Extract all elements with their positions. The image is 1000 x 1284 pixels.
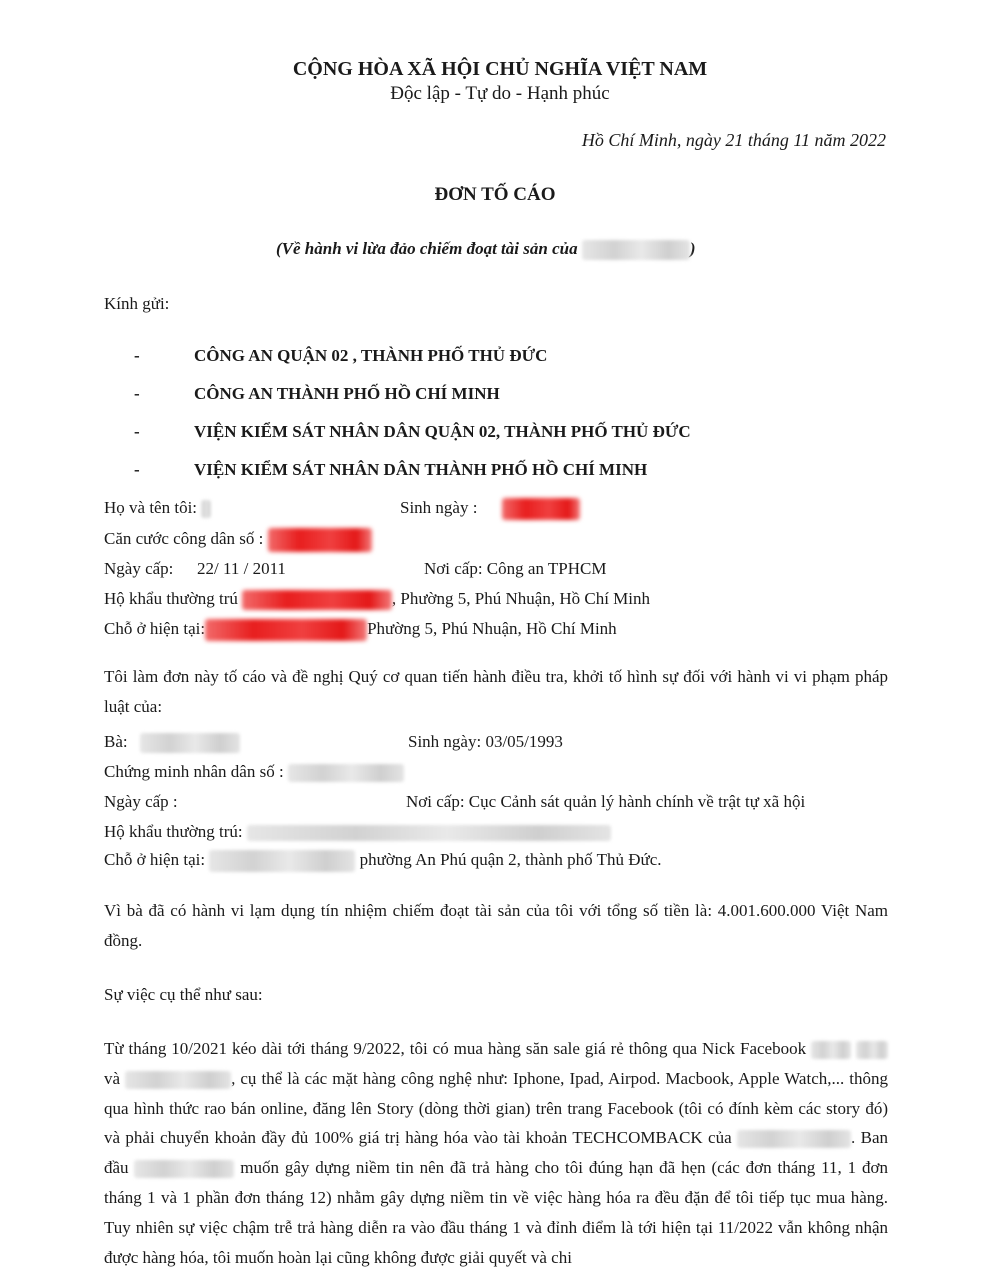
complainant-name-row bbox=[104, 498, 211, 518]
redacted-name bbox=[125, 1071, 231, 1089]
motto: Độc lập - Tự do - Hạnh phúc bbox=[390, 83, 610, 104]
subtitle-suffix: ) bbox=[689, 239, 696, 258]
complainant-issue-place: Nơi cấp: Công an TPHCM bbox=[424, 559, 607, 578]
complainant-permanent-row bbox=[104, 589, 650, 610]
redacted-address bbox=[205, 619, 367, 641]
complainant-current-suffix: Phường 5, Phú Nhuận, Hồ Chí Minh bbox=[367, 619, 617, 638]
facts-heading: Sự việc cụ thể như sau: bbox=[104, 985, 263, 1004]
accused-current-suffix: phường An Phú quận 2, thành phố Thủ Đức. bbox=[359, 850, 662, 869]
facts-paragraph bbox=[104, 1034, 888, 1272]
complainant-id-label: Căn cước công dân số : bbox=[104, 528, 264, 548]
document-subtitle bbox=[276, 239, 696, 260]
redacted-name bbox=[582, 240, 690, 260]
recipient-label: VIỆN KIỂM SÁT NHÂN DÂN QUẬN 02, THÀNH PHỐ THỦ ĐỨC bbox=[194, 422, 691, 441]
facts-text: . Ban đầu bbox=[104, 1128, 889, 1178]
complainant-permanent-suffix: , Phường 5, Phú Nhuận, Hồ Chí Minh bbox=[391, 589, 651, 608]
accused-current-label: Chỗ ở hiện tại: bbox=[104, 850, 206, 869]
redacted-address bbox=[247, 825, 611, 841]
accused-permanent-row bbox=[104, 822, 611, 842]
document-title: ĐƠN TỐ CÁO bbox=[434, 184, 556, 205]
list-dash: - bbox=[134, 422, 140, 441]
facts-text: Từ tháng 10/2021 kéo dài tới tháng 9/2022, tôi có mua hàng săn sale giá rẻ thông qua Nick Facebook bbox=[104, 1039, 807, 1058]
complainant-dob-label: Sinh ngày : bbox=[400, 498, 478, 517]
accused-issue-date-label: Ngày cấp : bbox=[104, 792, 178, 811]
complainant-id-row bbox=[104, 528, 372, 552]
recipient-item bbox=[134, 422, 691, 442]
redacted-dob bbox=[502, 498, 580, 520]
recipient-item bbox=[134, 384, 500, 404]
redacted-address bbox=[209, 850, 355, 872]
facts-text: , cụ thể là các mặt hàng công nghệ như: Iphone, Ipad, Airpod. Macbook, Apple Watch,... thông qua hình thức rao bán online, đăng lên Story (dòng thời gian) trên trang Facebook (tôi có đính kèm các story đó) và phải chuyển khoản đầy đủ 100% giá trị hàng hóa vào tài khoản TECHCOMBACK của bbox=[104, 1068, 889, 1148]
greeting: Kính gửi: bbox=[104, 294, 170, 313]
accused-issue-place: Nơi cấp: Cục Cảnh sát quản lý hành chính về trật tự xã hội bbox=[406, 792, 806, 811]
complainant-permanent-label: Hộ khẩu thường trú bbox=[104, 589, 238, 608]
recipient-label: VIỆN KIỂM SÁT NHÂN DÂN THÀNH PHỐ HỒ CHÍ MINH bbox=[194, 460, 648, 479]
nation-header: CỘNG HÒA XÃ HỘI CHỦ NGHĨA VIỆT NAM bbox=[292, 58, 708, 80]
redacted-name bbox=[134, 1160, 234, 1178]
redacted-name bbox=[201, 500, 211, 518]
facts-text: muốn gây dựng niềm tin nên đã trả hàng cho tôi đúng hạn đã hẹn (các đơn tháng 11, 1 đơn tháng 1 và 1 phần đơn tháng 12) nhằm gây dựng niềm tin về việc hàng hóa ra đều đặn để tôi tiếp tục mua hàng. Tuy nhiên sự việc chậm trễ trả hàng diễn ra vào đầu tháng 1 và đỉnh điểm là tới hiện tại 11/2022 vẫn không nhận được hàng hóa, tôi muốn hoàn lại cũng không được giải quyết và chi bbox=[104, 1158, 889, 1267]
redacted-name bbox=[856, 1041, 888, 1059]
accused-name-row bbox=[104, 732, 240, 753]
redacted-id bbox=[288, 764, 404, 782]
reason-paragraph: Vì bà đã có hành vi lạm dụng tín nhiệm chiếm đoạt tài sản của tôi với tổng số tiền là: 4.001.600.000 Việt Nam đồng. bbox=[104, 901, 888, 950]
place-date: Hồ Chí Minh, ngày 21 tháng 11 năm 2022 bbox=[581, 130, 886, 150]
recipient-item bbox=[134, 346, 547, 366]
complainant-issue-date: 22/ 11 / 2011 bbox=[197, 559, 286, 578]
redacted-name bbox=[140, 733, 240, 753]
redacted-name bbox=[811, 1041, 851, 1059]
subtitle-prefix: (Về hành vi lừa đảo chiếm đoạt tài sản của bbox=[276, 239, 578, 258]
accused-permanent-label: Hộ khẩu thường trú: bbox=[104, 822, 243, 841]
complainant-name-label: Họ và tên tôi: bbox=[104, 498, 198, 517]
accused-id-row bbox=[104, 762, 404, 782]
accused-id-label: Chứng minh nhân dân số : bbox=[104, 762, 284, 781]
list-dash: - bbox=[134, 384, 140, 403]
complainant-issue-date-label: Ngày cấp: bbox=[104, 559, 174, 578]
accused-current-row bbox=[104, 850, 662, 872]
recipient-label: CÔNG AN QUẬN 02 , THÀNH PHỐ THỦ ĐỨC bbox=[194, 346, 548, 365]
complainant-current-row bbox=[104, 619, 617, 641]
accused-dob: Sinh ngày: 03/05/1993 bbox=[408, 732, 563, 751]
facts-text: và bbox=[104, 1068, 121, 1088]
accused-name-label: Bà: bbox=[104, 732, 128, 751]
recipient-label: CÔNG AN THÀNH PHỐ HỒ CHÍ MINH bbox=[194, 384, 500, 403]
request-paragraph: Tôi làm đơn này tố cáo và đề nghị Quý cơ quan tiến hành điều tra, khởi tố hình sự đối với hành vi vi phạm pháp luật của: bbox=[104, 667, 888, 716]
complainant-dob-row bbox=[400, 498, 580, 520]
redacted-id bbox=[268, 528, 372, 552]
recipient-item bbox=[134, 460, 647, 480]
redacted-name bbox=[737, 1130, 851, 1148]
list-dash: - bbox=[134, 346, 140, 365]
redacted-address bbox=[242, 590, 392, 610]
list-dash: - bbox=[134, 460, 140, 479]
complainant-current-label: Chỗ ở hiện tại: bbox=[104, 619, 206, 638]
